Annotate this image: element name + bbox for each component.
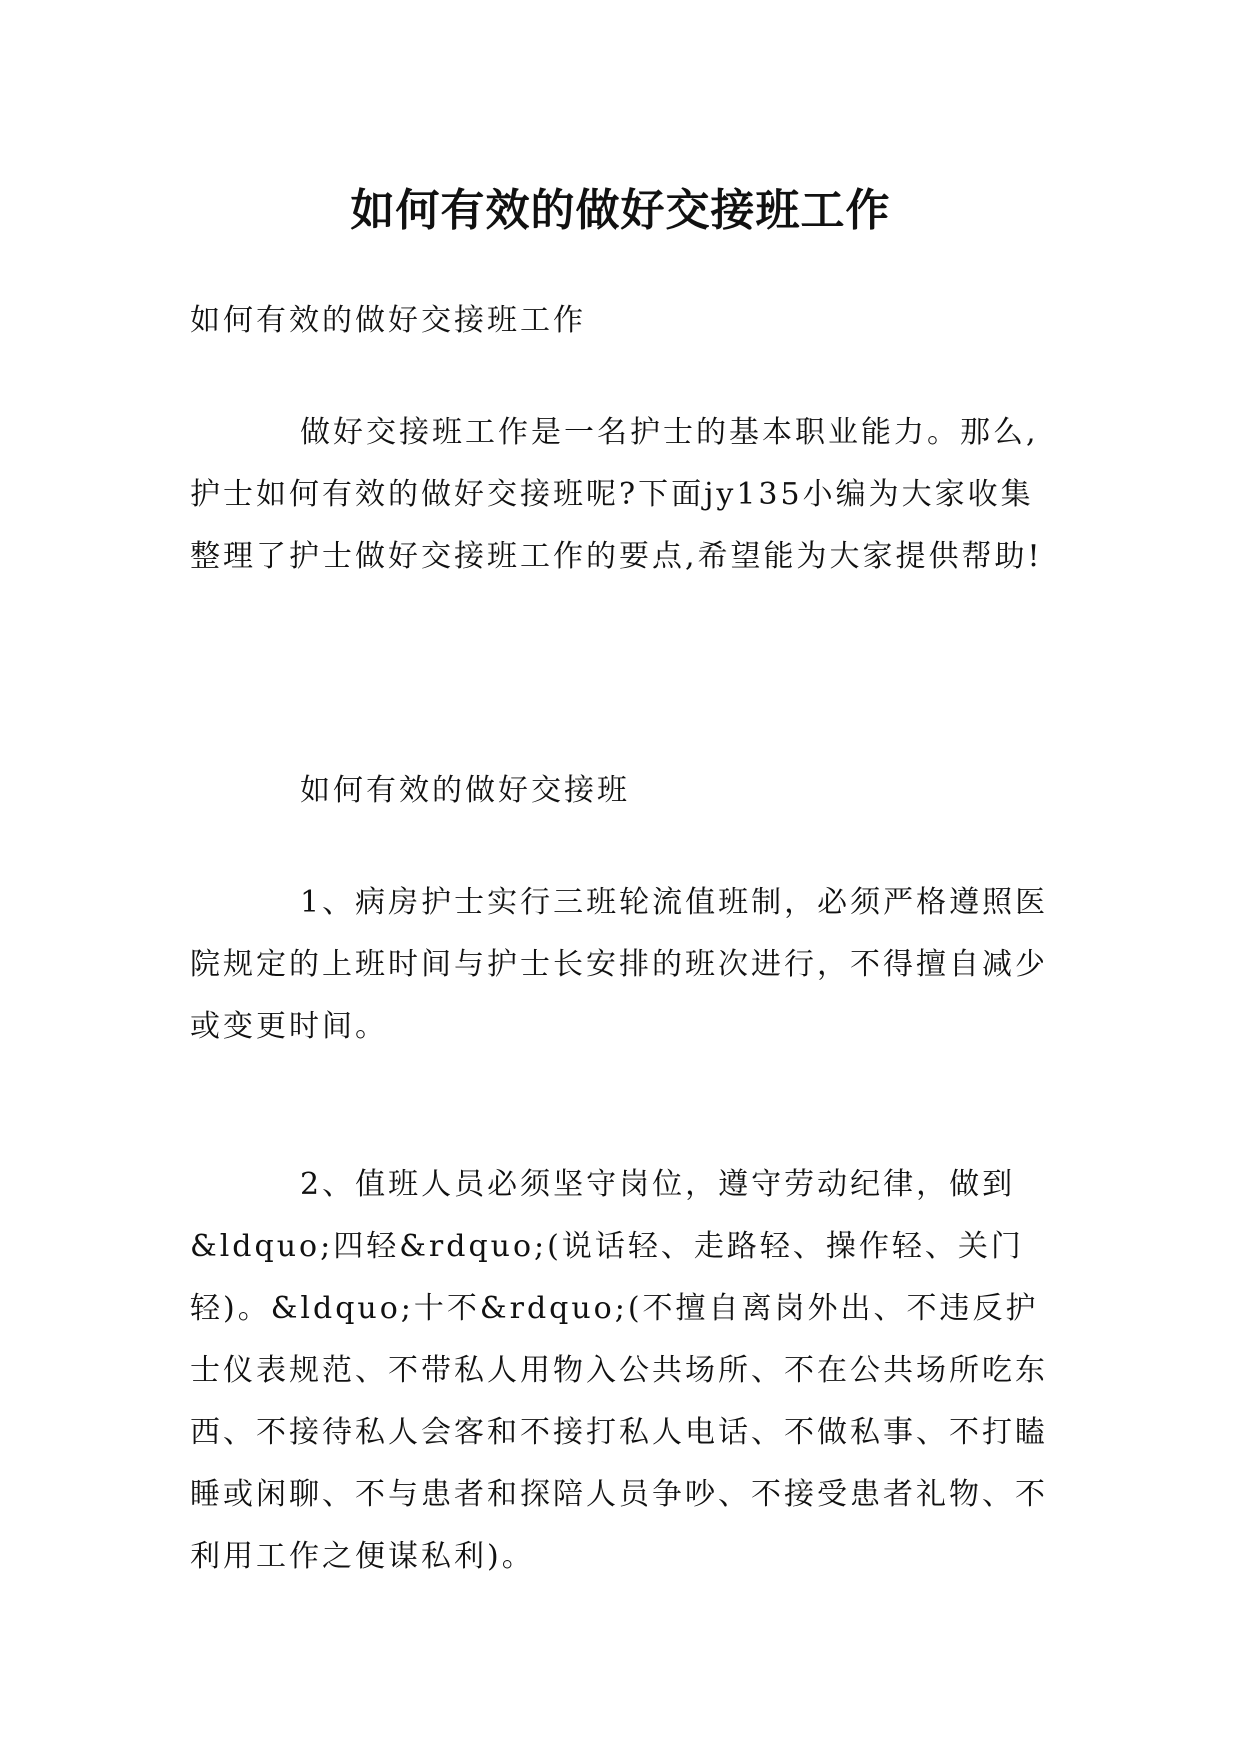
document-title: 如何有效的做好交接班工作 [350,185,891,237]
document-subtitle: 如何有效的做好交接班工作 [190,303,586,338]
list-item-2: 2、值班人员必须坚守岗位，遵守劳动纪律，做到&ldquo;四轻&rdquo;(说话轻、走路轻、操作轻、关门轻)。&ldquo;十不&rdquo;(不擅自离岗外出、不违反护士仪表规范、不带私人用物入公共场所、不在公共场所吃东西、不接待私人会客和不接打私人电话、不做私事、不打瞌睡或闲聊、不与患者和探陪人员争吵、不接受患者礼物、不利用工作之便谋私利)。 [190,1167,1048,1574]
intro-paragraph: 做好交接班工作是一名护士的基本职业能力。那么,护士如何有效的做好交接班呢?下面jy135小编为大家收集整理了护士做好交接班工作的要点,希望能为大家提供帮助! [190,415,1043,574]
section-heading: 如何有效的做好交接班 [300,773,630,808]
list-item-1: 1、病房护士实行三班轮流值班制，必须严格遵照医院规定的上班时间与护士长安排的班次进行，不得擅自减少或变更时间。 [190,885,1049,1044]
